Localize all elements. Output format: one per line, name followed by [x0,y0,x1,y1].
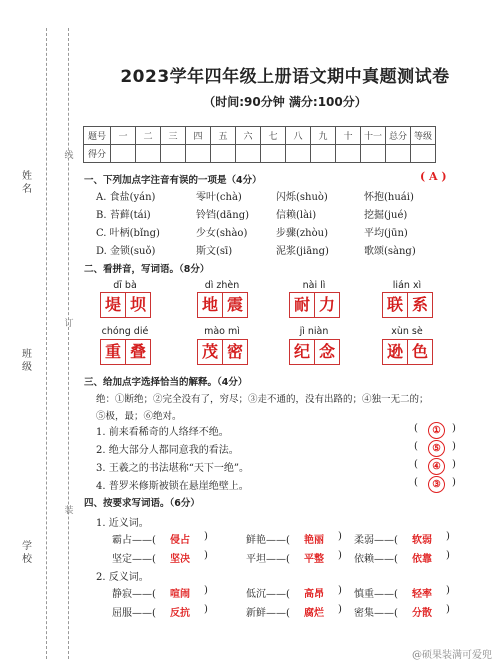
q3-item-text: 1. 前来看稀奇的人络绎不绝。 [96,427,229,438]
q4-paren-right: ) [446,550,450,561]
q3-paren-right: ) [452,477,456,488]
q4-paren-right: ) [204,585,208,596]
q2-char: 地 [197,292,223,318]
q4-answer: 软弱 [412,535,432,546]
watermark: @硕果装满可爱兜 [412,650,492,661]
score-header-cell: 四 [186,127,211,145]
q4-paren-right: ) [446,531,450,542]
q4-answer: 高昂 [304,589,324,600]
q1-answer: ( A ) [420,170,447,183]
q2-pinyin: nài lì [302,280,326,291]
q4-prompt: 静寂——( [112,589,156,600]
score-header-cell: 十 [336,127,361,145]
q3-answer: ③ [428,476,445,493]
q4-prompt: 坚定——( [112,554,156,565]
score-header-cell: 十一 [361,127,386,145]
q1-option-word: 步骤(zhòu) [276,228,328,239]
q1-option-word: 信赖(lài) [276,210,317,221]
score-cell [211,145,236,163]
q4-sub-synonyms: 1. 近义词。 [96,518,149,529]
q4-prompt: 平坦——( [246,554,290,565]
q1-option-word: 歌颂(sàng) [364,246,416,257]
score-cell [111,145,136,163]
score-header-cell: 总分 [386,127,411,145]
q1-option-word: 怀抱(huái) [364,192,414,203]
q2-word-box [382,339,432,365]
q3-paren-left: ( [414,441,418,452]
binding-line-right [68,28,69,659]
q1-option-word: 平均(jūn) [364,228,408,239]
score-header-cell: 九 [311,127,336,145]
q3-item-text: 4. 普罗米修斯被锁在悬崖绝壁上。 [96,481,249,492]
q4-heading: 四、按要求写词语。（6分） [84,498,200,509]
q4-paren-right: ) [338,531,342,542]
score-header-cell: 八 [286,127,311,145]
q4-answer: 侵占 [170,535,190,546]
score-cell [136,145,161,163]
q3-answer: ⑤ [428,440,445,457]
q3-answer: ④ [428,458,445,475]
q4-answer: 腐烂 [304,608,324,619]
q3-item-text: 2. 绝大部分人都同意我的看法。 [96,445,239,456]
q4-answer: 平整 [304,554,324,565]
q4-paren-right: ) [204,550,208,561]
q1-option-word: 少女(shào) [196,228,248,239]
q4-paren-right: ) [338,585,342,596]
score-header-cell: 二 [136,127,161,145]
q2-char: 力 [314,292,340,318]
score-header-cell: 一 [111,127,136,145]
q4-paren-right: ) [338,550,342,561]
q1-heading: 一、下列加点字注音有误的一项是（4分） [84,175,262,186]
q4-prompt: 屈服——( [112,608,156,619]
score-table-score-row [84,145,436,163]
q2-word-box [100,339,150,365]
q4-answer: 分散 [412,608,432,619]
q1-option-word: 斯文(sī) [196,246,233,257]
q4-prompt: 慎重——( [354,589,398,600]
q4-answer: 轻率 [412,589,432,600]
score-header-cell: 七 [261,127,286,145]
score-cell: 得分 [84,145,111,163]
q2-word-box [289,292,339,318]
score-header-cell: 五 [211,127,236,145]
q1-option-word: 铃铛(dāng) [196,210,250,221]
q2-char: 重 [100,339,126,365]
q1-option-word: D. 金锁(suǒ) [96,246,156,257]
q4-answer: 反抗 [170,608,190,619]
q4-answer: 坚决 [170,554,190,565]
score-cell [186,145,211,163]
q2-pinyin: mào mì [204,326,240,337]
q3-paren-left: ( [414,459,418,470]
bind-line-mark: 装 [64,506,74,516]
score-cell [311,145,336,163]
q2-word-box [382,292,432,318]
q2-char: 系 [407,292,433,318]
q2-word-box [197,292,247,318]
q3-heading: 三、给加点字选择恰当的解释。（4分） [84,377,248,388]
q3-intro-line1: 绝：①断绝；②完全没有了，穷尽；③走不通的，没有出路的；④独一无二的； [96,394,429,405]
q3-paren-right: ) [452,423,456,434]
q4-sub-antonyms: 2. 反义词。 [96,572,149,583]
q2-char: 念 [314,339,340,365]
score-cell [411,145,436,163]
q4-answer: 艳丽 [304,535,324,546]
q2-char: 耐 [289,292,315,318]
q4-paren-right: ) [446,604,450,615]
score-cell [286,145,311,163]
class-label: 班级 [22,349,32,373]
score-header-cell: 六 [236,127,261,145]
q4-answer: 喧闹 [170,589,190,600]
score-header-cell: 三 [161,127,186,145]
name-label: 姓名 [22,171,32,195]
q4-prompt: 新鲜——( [246,608,290,619]
q2-word-box [197,339,247,365]
q2-word-box [100,292,150,318]
q4-paren-right: ) [446,585,450,596]
score-cell [361,145,386,163]
q3-paren-left: ( [414,423,418,434]
q2-pinyin: jì niàn [299,326,329,337]
q1-option-word: 泥浆(jiāng) [276,246,329,257]
cut-line-mark: 线 [64,151,74,161]
score-table-header-row [84,127,436,145]
score-table [83,126,436,163]
q1-option-word: B. 苔藓(tái) [96,210,151,221]
q2-char: 逊 [382,339,408,365]
q1-option-word: 挖掘(jué) [364,210,408,221]
q4-paren-right: ) [338,604,342,615]
seal-line-mark: 订 [64,319,74,329]
score-cell [236,145,261,163]
q3-intro-line2: ⑤极，最；⑥绝对。 [96,411,182,422]
q3-answer: ① [428,422,445,439]
q2-char: 密 [222,339,248,365]
q2-char: 茂 [197,339,223,365]
q2-char: 坝 [125,292,151,318]
q4-prompt: 密集——( [354,608,398,619]
q2-char: 色 [407,339,433,365]
score-header-cell: 等级 [411,127,436,145]
q2-char: 联 [382,292,408,318]
q4-prompt: 霸占——( [112,535,156,546]
q4-paren-right: ) [204,531,208,542]
q1-option-word: 零叶(chà) [196,192,242,203]
score-cell [386,145,411,163]
q2-char: 震 [222,292,248,318]
q3-paren-right: ) [452,459,456,470]
score-header-cell: 题号 [84,127,111,145]
score-cell [161,145,186,163]
q3-paren-right: ) [452,441,456,452]
q2-pinyin: xùn sè [391,326,423,337]
score-cell [261,145,286,163]
q2-char: 叠 [125,339,151,365]
school-label: 学校 [22,541,32,565]
q2-pinyin: dī bà [113,280,137,291]
binding-line-left [46,28,47,659]
q1-option-word: C. 叶柄(bǐng) [96,228,160,239]
q2-heading: 二、看拼音，写词语。（8分） [84,264,210,275]
q4-prompt: 柔弱——( [354,535,398,546]
q4-paren-right: ) [204,604,208,615]
q2-char: 堤 [100,292,126,318]
q1-option-word: 闪烁(shuò) [276,192,328,203]
exam-subtitle: （时间:90分钟 满分:100分） [203,95,367,109]
q3-paren-left: ( [414,477,418,488]
q1-option-word: A. 食盐(yán) [96,192,156,203]
q3-item-text: 3. 王羲之的书法堪称“天下一绝”。 [96,463,249,474]
q2-pinyin: lián xì [392,280,422,291]
q4-prompt: 鲜艳——( [246,535,290,546]
q2-pinyin: chóng dié [101,326,149,337]
q2-word-box [289,339,339,365]
exam-title: 2023学年四年级上册语文期中真题测试卷 [120,67,450,87]
q4-prompt: 依赖——( [354,554,398,565]
q2-char: 纪 [289,339,315,365]
q2-pinyin: dì zhèn [204,280,240,291]
q4-answer: 依靠 [412,554,432,565]
q4-prompt: 低沉——( [246,589,290,600]
score-cell [336,145,361,163]
